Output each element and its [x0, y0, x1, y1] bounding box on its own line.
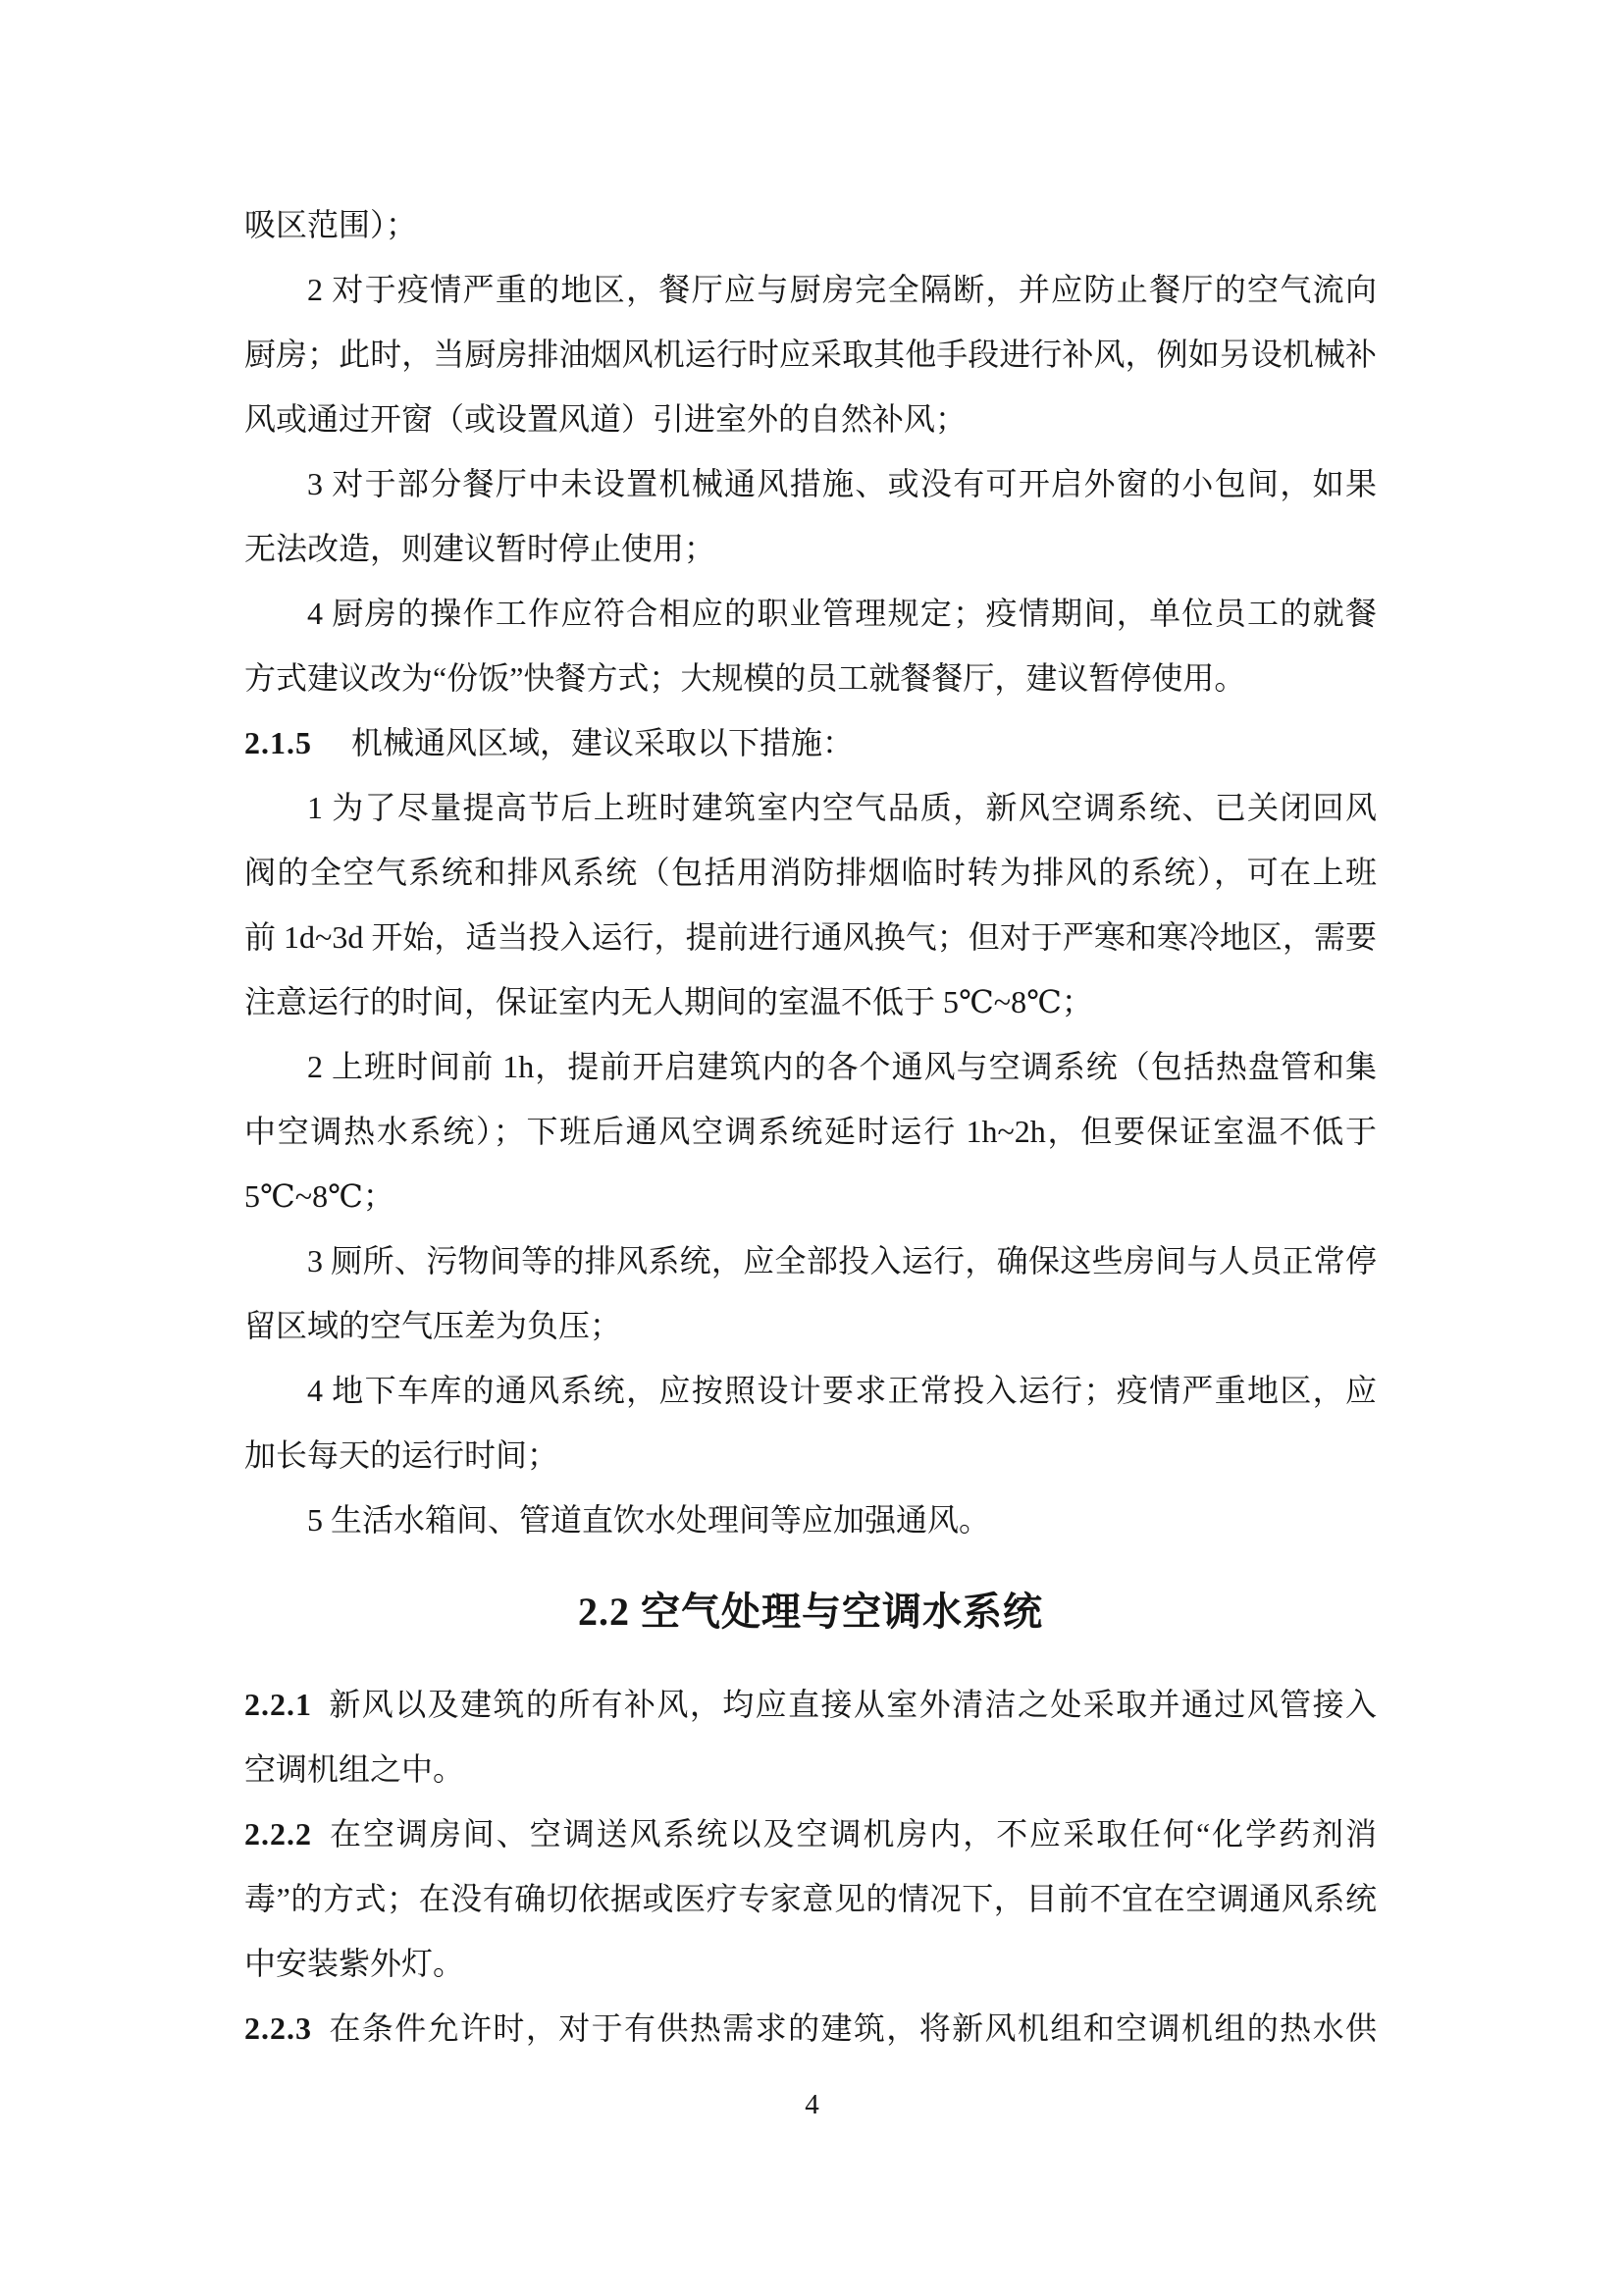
text-line	[244, 1931, 1377, 1996]
text-run: 留区域的空气压差为负压；	[244, 1308, 622, 1343]
text-run: 无法改造，则建议暂时停止使用；	[244, 531, 716, 566]
text-run: 5 生活水箱间、管道直饮水处理间等应加强通风。	[307, 1502, 991, 1538]
text-line	[244, 1423, 1377, 1487]
text-run: 中空调热水系统）；下班后通风空调系统延时运行 1h~2h，但要保证室温不低于	[244, 1114, 1377, 1149]
section-number: 2.2.1	[244, 1687, 312, 1722]
text-run: 方式建议改为“份饭”快餐方式；大规模的员工就餐餐厅，建议暂停使用。	[244, 660, 1246, 696]
text-run: 空调机组之中。	[244, 1751, 465, 1787]
text-run: 2 对于疫情严重的地区，餐厅应与厨房完全隔断，并应防止餐厅的空气流向	[307, 272, 1377, 307]
text-line	[244, 257, 1377, 322]
text-line	[244, 1164, 1377, 1228]
text-line	[244, 1099, 1377, 1164]
text-run: 2 上班时间前 1h，提前开启建筑内的各个通风与空调系统（包括热盘管和集	[307, 1049, 1377, 1084]
text-run: 毒”的方式；在没有确切依据或医疗专家意见的情况下，目前不宜在空调通风系统	[244, 1881, 1377, 1916]
text-line	[244, 1358, 1377, 1423]
text-line	[244, 451, 1377, 516]
text-line	[244, 969, 1377, 1034]
text-run: 4 厨房的操作工作应符合相应的职业管理规定；疫情期间，单位员工的就餐	[307, 596, 1377, 631]
text-line	[244, 710, 1377, 775]
text-line	[244, 1801, 1377, 1866]
section-number: 2.1.5	[244, 725, 312, 760]
text-line	[244, 322, 1377, 387]
text-line	[244, 1866, 1377, 1931]
text-line	[244, 1737, 1377, 1801]
text-run: 新风以及建筑的所有补风，均应直接从室外清洁之处采取并通过风管接入	[320, 1687, 1377, 1722]
text-run: 加长每天的运行时间；	[244, 1437, 559, 1473]
text-line	[244, 387, 1377, 451]
text-line	[244, 905, 1377, 969]
text-line	[244, 1672, 1377, 1737]
text-run: 厨房；此时，当厨房排油烟风机运行时应采取其他手段进行补风，例如另设机械补	[244, 337, 1377, 372]
text-line	[244, 516, 1377, 581]
text-run: 1 为了尽量提高节后上班时建筑室内空气品质，新风空调系统、已关闭回风	[307, 790, 1377, 825]
text-line	[244, 840, 1377, 905]
text-run: 3 厕所、污物间等的排风系统，应全部投入运行，确保这些房间与人员正常停	[307, 1243, 1377, 1278]
text-line	[244, 1034, 1377, 1099]
text-run: 吸区范围）；	[244, 207, 418, 242]
text-line	[244, 1487, 1377, 1552]
text-run: 3 对于部分餐厅中未设置机械通风措施、或没有可开启外窗的小包间，如果	[307, 466, 1377, 501]
text-run: 在条件允许时，对于有供热需求的建筑，将新风机组和空调机组的热水供	[320, 2010, 1377, 2046]
section-number: 2.2.3	[244, 2010, 312, 2046]
text-line	[244, 775, 1377, 840]
text-run: 阀的全空气系统和排风系统（包括用消防排烟临时转为排风的系统），可在上班	[244, 855, 1377, 890]
section-heading: 2.2 空气处理与空调水系统	[578, 1590, 1043, 1634]
document-body	[244, 192, 1377, 2060]
text-line	[244, 646, 1377, 710]
text-line	[244, 1228, 1377, 1293]
page-number: 4	[805, 2089, 819, 2120]
text-run: 中安装紫外灯。	[244, 1946, 465, 1981]
text-run: 机械通风区域，建议采取以下措施：	[320, 725, 855, 760]
text-line	[244, 192, 1377, 257]
text-line	[244, 1293, 1377, 1358]
text-run: 注意运行的时间，保证室内无人期间的室温不低于 5℃~8℃；	[244, 984, 1093, 1019]
text-run: 前 1d~3d 开始，适当投入运行，提前进行通风换气；但对于严寒和寒冷地区，需要	[244, 919, 1377, 955]
section-number: 2.2.2	[244, 1816, 312, 1852]
text-run: 在空调房间、空调送风系统以及空调机房内，不应采取任何“化学药剂消	[320, 1816, 1377, 1852]
text-run: 风或通过开窗（或设置风道）引进室外的自然补风；	[244, 401, 968, 437]
text-run: 5℃~8℃；	[244, 1178, 394, 1214]
text-line	[244, 1996, 1377, 2060]
text-line	[244, 581, 1377, 646]
text-run: 4 地下车库的通风系统，应按照设计要求正常投入运行；疫情严重地区，应	[307, 1373, 1377, 1408]
